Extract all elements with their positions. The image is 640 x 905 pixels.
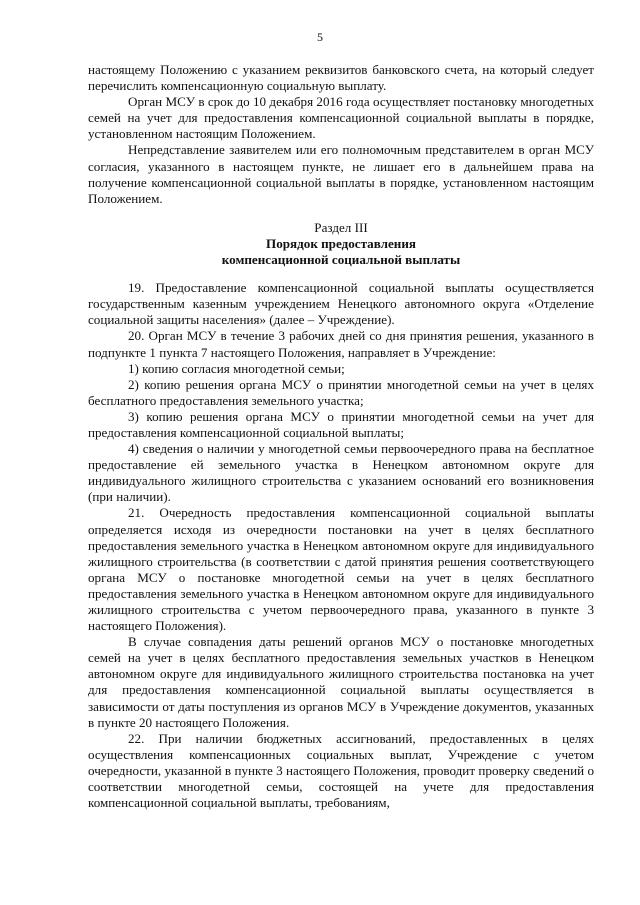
clause-21: 21. Очередность предоставления компенсационной социальной выплаты определяется исходя из очередности постановки на учет в целях бесплатного предоставления земельного участка в Ненецком автономном округе для индивидуального жилищного строительства (в соответствии с датой принятия решения соответствующего органа МСУ о постановке многодетной семьи на учет в целях бесплатного предоставления земельного участка в Ненецком автономном округе для индивидуального жилищного строительства с учетом первоочередного права, указанного в пункте 3 настоящего Положения). (88, 505, 594, 634)
document-body (88, 62, 594, 811)
paragraph: В случае совпадения даты решений органов МСУ о постановке многодетных семей на учет в целях бесплатного предоставления земельных участков в Ненецком автономном округе для индивидуального жилищного строительства постановка на учет для предоставления компенсационной социальной выплаты осуществляется в зависимости от даты поступления из органов МСУ в Учреждение документов, указанных в пункте 20 настоящего Положения. (88, 634, 594, 730)
section-heading (88, 220, 594, 268)
paragraph: Орган МСУ в срок до 10 декабря 2016 года осуществляет постановку многодетных семей на учет для предоставления компенсационной социальной выплаты в порядке, установленном настоящим Положением. (88, 94, 594, 142)
clause-22: 22. При наличии бюджетных ассигнований, предоставленных в целях осуществления компенсационных социальных выплат, Учреждение с учетом очередности, указанной в пункте 3 настоящего Положения, проводит проверку сведений о соответствии многодетной семьи, состоящей на учете для предоставления компенсационной социальной выплаты, требованиям, (88, 730, 594, 811)
page-number: 5 (317, 30, 323, 44)
section-title-line-1: Порядок предоставления (266, 235, 416, 251)
section-label: Раздел III (314, 219, 368, 235)
clause-20: 20. Орган МСУ в течение 3 рабочих дней со дня принятия решения, указанного в подпункте 1 пункта 7 настоящего Положения, направляет в Учреждение: (88, 328, 594, 360)
list-item-4: 4) сведения о наличии у многодетной семьи первоочередного права на бесплатное предоставление ей земельного участка в Ненецком автономном округе для индивидуального жилищного строительства с указанием оснований его возникновения (при наличии). (88, 441, 594, 505)
list-item-1: 1) копию согласия многодетной семьи; (128, 360, 345, 376)
clause-19: 19. Предоставление компенсационной социальной выплаты осуществляется государственным казенным учреждением Ненецкого автономного округа «Отделение социальной защиты населения» (далее – Учреждение). (88, 280, 594, 328)
paragraph-continuation: настоящему Положению с указанием реквизитов банковского счета, на который следует перечислить компенсационную социальную выплату. (88, 62, 594, 94)
list-item-2: 2) копию решения органа МСУ о принятии многодетной семьи на учет в целях бесплатного предоставления земельного участка; (88, 376, 594, 408)
paragraph: Непредставление заявителем или его полномочным представителем в орган МСУ согласия, указанного в настоящем пункте, не лишает его в дальнейшем права на получение компенсационной социальной выплаты в порядке, установленном настоящим Положением. (88, 142, 594, 206)
list-item-3: 3) копию решения органа МСУ о принятии многодетной семьи на учет для предоставления компенсационной социальной выплаты; (88, 408, 594, 440)
section-title-line-2: компенсационной социальной выплаты (221, 252, 461, 268)
